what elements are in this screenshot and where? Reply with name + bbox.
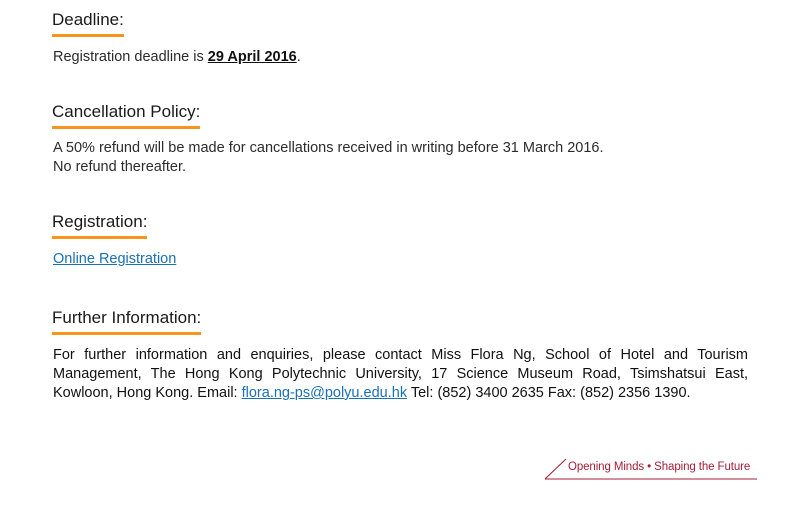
- deadline-heading: Deadline:: [52, 10, 124, 37]
- registration-heading: Registration:: [52, 212, 147, 239]
- further-info-text: [53, 346, 748, 403]
- deadline-text-after: .: [296, 49, 301, 65]
- deadline-text-before: Registration deadline is: [53, 49, 208, 65]
- online-registration-link[interactable]: Online Registration: [53, 251, 177, 267]
- footer-tagline: [545, 458, 757, 480]
- deadline-text: [53, 48, 301, 67]
- tagline-text: Opening Minds • Shaping the Future: [568, 461, 751, 473]
- registration-link-wrap: [53, 250, 176, 269]
- further-info-text-after: Tel: (852) 3400 2635 Fax: (852) 2356 1390.: [407, 385, 691, 401]
- cancellation-line-2: No refund thereafter.: [53, 159, 186, 175]
- further-info-heading: Further Information:: [52, 308, 201, 335]
- cancellation-heading: Cancellation Policy:: [52, 102, 200, 129]
- deadline-date: 29 April 2016: [207, 49, 297, 65]
- cancellation-line-1: A 50% refund will be made for cancellations received in writing before 31 March 2016.: [53, 140, 604, 156]
- email-link[interactable]: flora.ng-ps@polyu.edu.hk: [241, 385, 408, 401]
- further-info-text-before: For further information and enquiries, please contact Miss Flora Ng, School of Hotel and Tourism Management, The Hong Kong Polytechnic University, 17 Science Museum Road, Tsimshatsui East, Kowloon, Hong Kong. Email:: [53, 347, 748, 401]
